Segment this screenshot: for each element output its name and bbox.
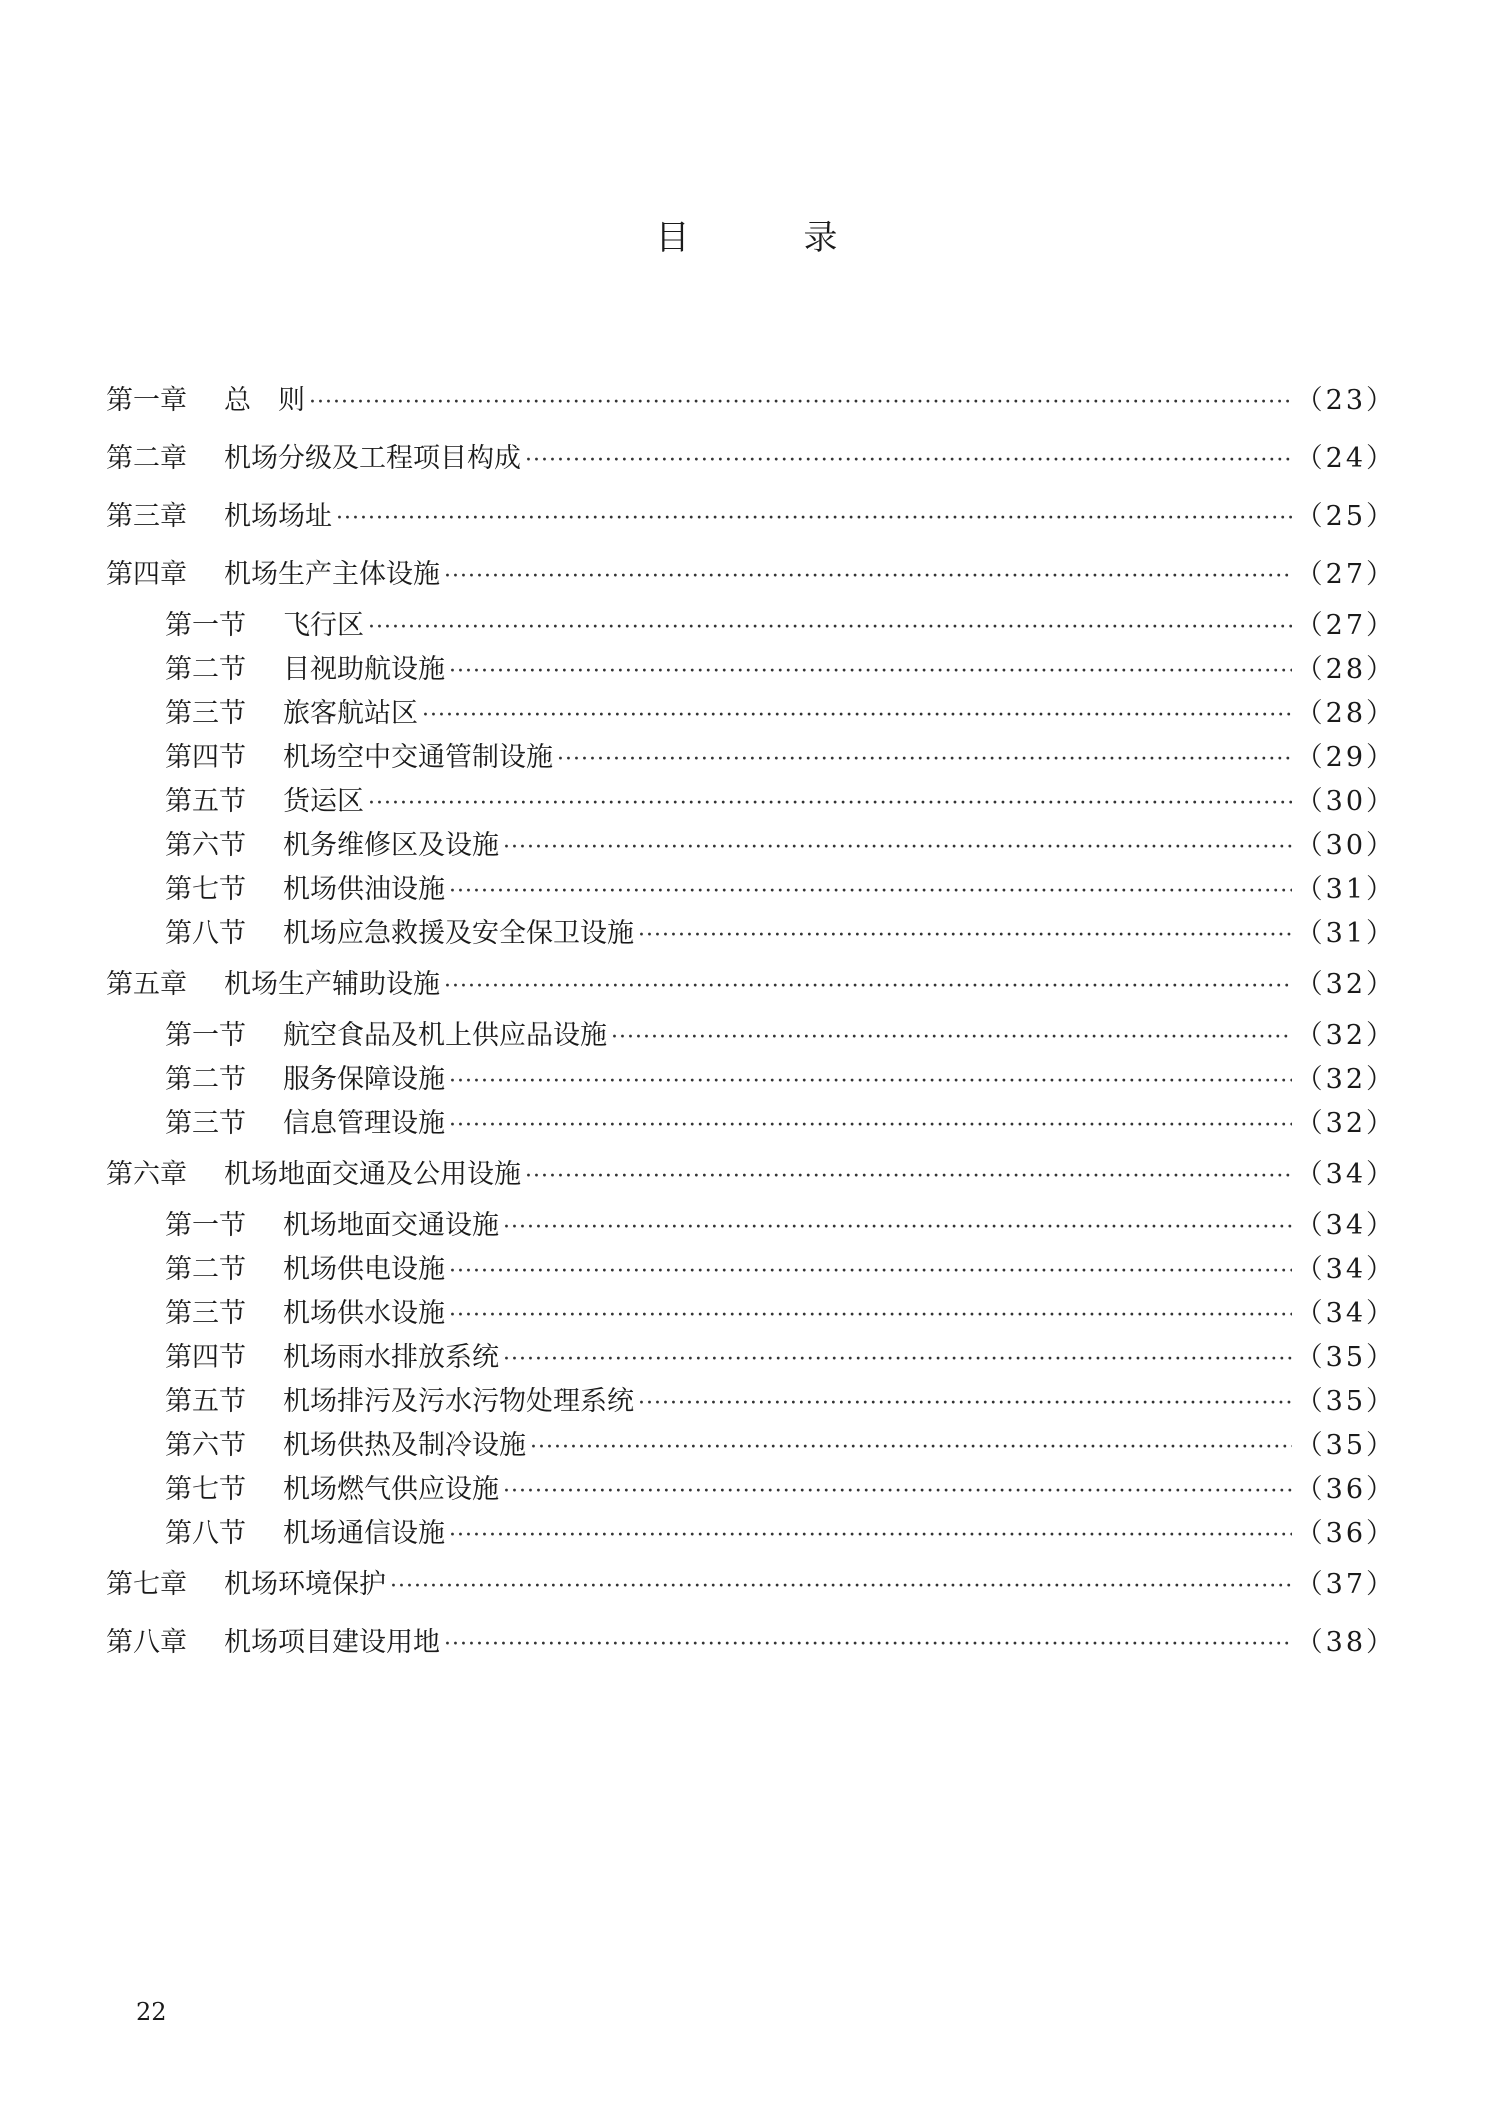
dot-leader xyxy=(449,1514,1292,1558)
dot-leader xyxy=(557,738,1292,782)
entry-number: 第五节 xyxy=(165,1386,246,1417)
toc-section-entry[interactable] xyxy=(106,1424,1396,1468)
toc-section-entry[interactable] xyxy=(106,736,1396,780)
dot-leader xyxy=(449,1250,1292,1294)
toc-section-entry[interactable] xyxy=(106,692,1396,736)
entry-number: 第四章 xyxy=(106,559,187,590)
entry-page-number: （30） xyxy=(1295,786,1396,817)
entry-title: 货运区 xyxy=(283,786,364,817)
entry-page-number: （30） xyxy=(1295,830,1396,861)
dot-leader xyxy=(449,1104,1292,1148)
entry-title: 机场应急救援及安全保卫设施 xyxy=(283,918,634,949)
entry-title: 机场供水设施 xyxy=(283,1298,445,1329)
page-title: 目 录 xyxy=(655,218,878,258)
toc-section-entry[interactable] xyxy=(106,1058,1396,1102)
entry-number: 第三章 xyxy=(106,501,187,532)
entry-title: 机场地面交通设施 xyxy=(283,1210,499,1241)
entry-page-number: （35） xyxy=(1295,1430,1396,1461)
toc-chapter-entry[interactable] xyxy=(106,546,1396,604)
entry-page-number: （25） xyxy=(1295,501,1396,532)
entry-number: 第五章 xyxy=(106,969,187,1000)
toc-section-entry[interactable] xyxy=(106,1512,1396,1556)
entry-page-number: （32） xyxy=(1295,1020,1396,1051)
dot-leader xyxy=(390,1558,1292,1616)
toc-section-entry[interactable] xyxy=(106,604,1396,648)
entry-number: 第六节 xyxy=(165,1430,246,1461)
dot-leader xyxy=(444,1616,1292,1674)
toc-chapter-entry[interactable] xyxy=(106,372,1396,430)
toc-chapter-entry[interactable] xyxy=(106,1614,1396,1672)
entry-title: 旅客航站区 xyxy=(283,698,418,729)
toc-section-entry[interactable] xyxy=(106,1102,1396,1146)
dot-leader xyxy=(368,606,1292,650)
toc-section-entry[interactable] xyxy=(106,1468,1396,1512)
entry-title: 机场项目建设用地 xyxy=(224,1627,440,1658)
dot-leader xyxy=(449,1060,1292,1104)
dot-leader xyxy=(449,870,1292,914)
entry-title: 机场供油设施 xyxy=(283,874,445,905)
entry-page-number: （36） xyxy=(1295,1518,1396,1549)
dot-leader xyxy=(309,374,1292,432)
toc-section-entry[interactable] xyxy=(106,1292,1396,1336)
entry-title: 目视助航设施 xyxy=(283,654,445,685)
entry-number: 第八节 xyxy=(165,918,246,949)
entry-title: 飞行区 xyxy=(283,610,364,641)
entry-number: 第二节 xyxy=(165,654,246,685)
entry-title: 机场生产主体设施 xyxy=(224,559,440,590)
entry-number: 第一节 xyxy=(165,610,246,641)
entry-number: 第四节 xyxy=(165,742,246,773)
entry-page-number: （31） xyxy=(1295,918,1396,949)
dot-leader xyxy=(336,490,1292,548)
entry-page-number: （28） xyxy=(1295,698,1396,729)
entry-title: 机场供热及制冷设施 xyxy=(283,1430,526,1461)
toc-chapter-entry[interactable] xyxy=(106,956,1396,1014)
dot-leader xyxy=(525,432,1292,490)
toc-section-entry[interactable] xyxy=(106,912,1396,956)
entry-title: 机场燃气供应设施 xyxy=(283,1474,499,1505)
toc-section-entry[interactable] xyxy=(106,780,1396,824)
entry-page-number: （28） xyxy=(1295,654,1396,685)
entry-number: 第三节 xyxy=(165,1108,246,1139)
entry-page-number: （32） xyxy=(1295,969,1396,1000)
entry-page-number: （24） xyxy=(1295,443,1396,474)
entry-number: 第三节 xyxy=(165,1298,246,1329)
entry-page-number: （34） xyxy=(1295,1210,1396,1241)
entry-page-number: （29） xyxy=(1295,742,1396,773)
toc-section-entry[interactable] xyxy=(106,1336,1396,1380)
dot-leader xyxy=(525,1148,1292,1206)
dot-leader xyxy=(503,826,1292,870)
dot-leader xyxy=(444,958,1292,1016)
entry-title: 机场通信设施 xyxy=(283,1518,445,1549)
entry-page-number: （34） xyxy=(1295,1254,1396,1285)
dot-leader xyxy=(449,650,1292,694)
entry-title: 机务维修区及设施 xyxy=(283,830,499,861)
dot-leader xyxy=(638,1382,1292,1426)
entry-title: 机场场址 xyxy=(224,501,332,532)
toc-section-entry[interactable] xyxy=(106,1380,1396,1424)
dot-leader xyxy=(638,914,1292,958)
toc-chapter-entry[interactable] xyxy=(106,488,1396,546)
entry-title: 机场分级及工程项目构成 xyxy=(224,443,521,474)
entry-title: 机场地面交通及公用设施 xyxy=(224,1159,521,1190)
entry-title: 机场生产辅助设施 xyxy=(224,969,440,1000)
toc-chapter-entry[interactable] xyxy=(106,430,1396,488)
entry-page-number: （38） xyxy=(1295,1627,1396,1658)
entry-page-number: （34） xyxy=(1295,1298,1396,1329)
entry-page-number: （37） xyxy=(1295,1569,1396,1600)
entry-page-number: （31） xyxy=(1295,874,1396,905)
entry-title: 总 则 xyxy=(224,385,305,416)
entry-page-number: （36） xyxy=(1295,1474,1396,1505)
dot-leader xyxy=(503,1338,1292,1382)
entry-title: 信息管理设施 xyxy=(283,1108,445,1139)
entry-page-number: （32） xyxy=(1295,1108,1396,1139)
entry-number: 第二节 xyxy=(165,1254,246,1285)
dot-leader xyxy=(422,694,1292,738)
toc-section-entry[interactable] xyxy=(106,868,1396,912)
entry-page-number: （27） xyxy=(1295,559,1396,590)
dot-leader xyxy=(449,1294,1292,1338)
entry-title: 机场环境保护 xyxy=(224,1569,386,1600)
dot-leader xyxy=(503,1470,1292,1514)
dot-leader xyxy=(530,1426,1292,1470)
entry-title: 航空食品及机上供应品设施 xyxy=(283,1020,607,1051)
entry-title: 机场空中交通管制设施 xyxy=(283,742,553,773)
toc-section-entry[interactable] xyxy=(106,824,1396,868)
entry-number: 第一章 xyxy=(106,385,187,416)
table-of-contents xyxy=(106,372,1396,1672)
entry-title: 服务保障设施 xyxy=(283,1064,445,1095)
entry-number: 第二节 xyxy=(165,1064,246,1095)
entry-number: 第四节 xyxy=(165,1342,246,1373)
entry-number: 第三节 xyxy=(165,698,246,729)
toc-section-entry[interactable] xyxy=(106,1014,1396,1058)
entry-number: 第八章 xyxy=(106,1627,187,1658)
entry-title: 机场雨水排放系统 xyxy=(283,1342,499,1373)
entry-title: 机场排污及污水污物处理系统 xyxy=(283,1386,634,1417)
entry-number: 第五节 xyxy=(165,786,246,817)
entry-number: 第一节 xyxy=(165,1210,246,1241)
entry-number: 第六章 xyxy=(106,1159,187,1190)
entry-number: 第七节 xyxy=(165,1474,246,1505)
entry-page-number: （27） xyxy=(1295,610,1396,641)
entry-title: 机场供电设施 xyxy=(283,1254,445,1285)
entry-page-number: （34） xyxy=(1295,1159,1396,1190)
entry-number: 第二章 xyxy=(106,443,187,474)
entry-page-number: （23） xyxy=(1295,385,1396,416)
page-number: 22 xyxy=(136,1998,167,2026)
entry-number: 第六节 xyxy=(165,830,246,861)
toc-section-entry[interactable] xyxy=(106,648,1396,692)
entry-number: 第八节 xyxy=(165,1518,246,1549)
entry-page-number: （35） xyxy=(1295,1386,1396,1417)
entry-number: 第七节 xyxy=(165,874,246,905)
dot-leader xyxy=(503,1206,1292,1250)
toc-chapter-entry[interactable] xyxy=(106,1146,1396,1204)
entry-number: 第七章 xyxy=(106,1569,187,1600)
entry-number: 第一节 xyxy=(165,1020,246,1051)
dot-leader xyxy=(611,1016,1292,1060)
toc-section-entry[interactable] xyxy=(106,1204,1396,1248)
toc-section-entry[interactable] xyxy=(106,1248,1396,1292)
entry-page-number: （35） xyxy=(1295,1342,1396,1373)
dot-leader xyxy=(444,548,1292,606)
toc-chapter-entry[interactable] xyxy=(106,1556,1396,1614)
entry-page-number: （32） xyxy=(1295,1064,1396,1095)
dot-leader xyxy=(368,782,1292,826)
